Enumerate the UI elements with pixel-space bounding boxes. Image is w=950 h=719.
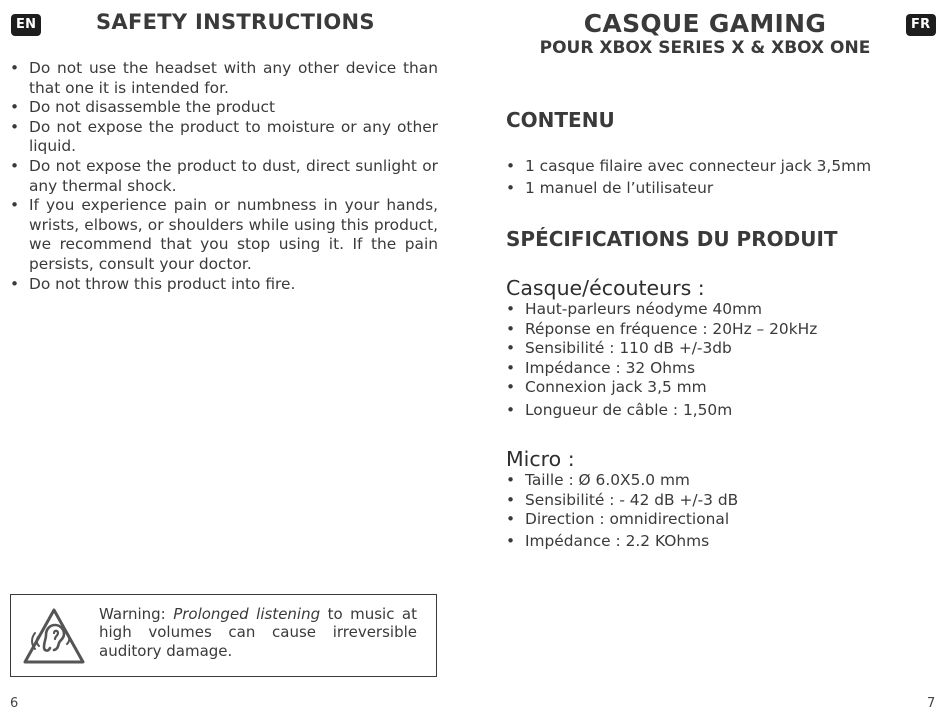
- specifications-heading: SPÉCIFICATIONS DU PRODUIT: [506, 227, 838, 251]
- warning-suffix: to music at high volumes can cause irreversible auditory damage.: [99, 605, 417, 660]
- list-item: • Direction : omnidirectional: [506, 510, 926, 530]
- list-item: • 1 manuel de l’utilisateur: [506, 179, 926, 199]
- warning-text: [99, 605, 417, 660]
- hearing-warning-box: [10, 594, 437, 677]
- list-item: • Connexion jack 3,5 mm: [506, 378, 926, 398]
- list-item: • Do not disassemble the product: [10, 98, 438, 118]
- headset-specs-list: [506, 300, 926, 420]
- hearing-damage-warning-icon: [23, 608, 85, 664]
- safety-instructions-list: [10, 59, 438, 294]
- list-item: • Do not throw this product into fire.: [10, 275, 438, 295]
- list-item: • Taille : Ø 6.0X5.0 mm: [506, 471, 926, 491]
- list-item: • Haut-parleurs néodyme 40mm: [506, 300, 926, 320]
- list-item: • 1 casque filaire avec connecteur jack 3,5mm: [506, 157, 926, 177]
- list-item: • Do not use the headset with any other device than that one it is intended for.: [10, 59, 438, 98]
- page-number-right: 7: [927, 696, 936, 711]
- warning-prefix: Warning:: [99, 605, 174, 623]
- headset-specs-heading: Casque/écouteurs :: [506, 276, 705, 300]
- product-subtitle: POUR XBOX SERIES X & XBOX ONE: [539, 38, 871, 58]
- language-badge-fr: FR: [906, 14, 936, 36]
- contents-list: [506, 157, 926, 199]
- list-item: • Impédance : 2.2 KOhms: [506, 532, 926, 552]
- page-number-left: 6: [10, 696, 19, 711]
- list-item: • Do not expose the product to moisture or any other liquid.: [10, 118, 438, 157]
- list-item: • Do not expose the product to dust, direct sunlight or any thermal shock.: [10, 157, 438, 196]
- list-item: • Sensibilité : - 42 dB +/-3 dB: [506, 491, 926, 511]
- list-item: • Sensibilité : 110 dB +/-3db: [506, 339, 926, 359]
- warning-emphasis: Prolonged listening: [173, 605, 321, 623]
- list-item: • Longueur de câble : 1,50m: [506, 401, 926, 421]
- language-badge-en: EN: [11, 14, 41, 36]
- list-item: • Réponse en fréquence : 20Hz – 20kHz: [506, 320, 926, 340]
- safety-instructions-heading: SAFETY INSTRUCTIONS: [96, 10, 375, 34]
- contents-heading: CONTENU: [506, 108, 615, 132]
- microphone-specs-heading: Micro :: [506, 447, 575, 471]
- microphone-specs-list: [506, 471, 926, 552]
- list-item: • Impédance : 32 Ohms: [506, 359, 926, 379]
- list-item: • If you experience pain or numbness in your hands, wrists, elbows, or shoulders while using this product, we recommend that you stop using it. If the pain persists, consult your doctor.: [10, 196, 438, 274]
- product-title: CASQUE GAMING: [583, 9, 827, 38]
